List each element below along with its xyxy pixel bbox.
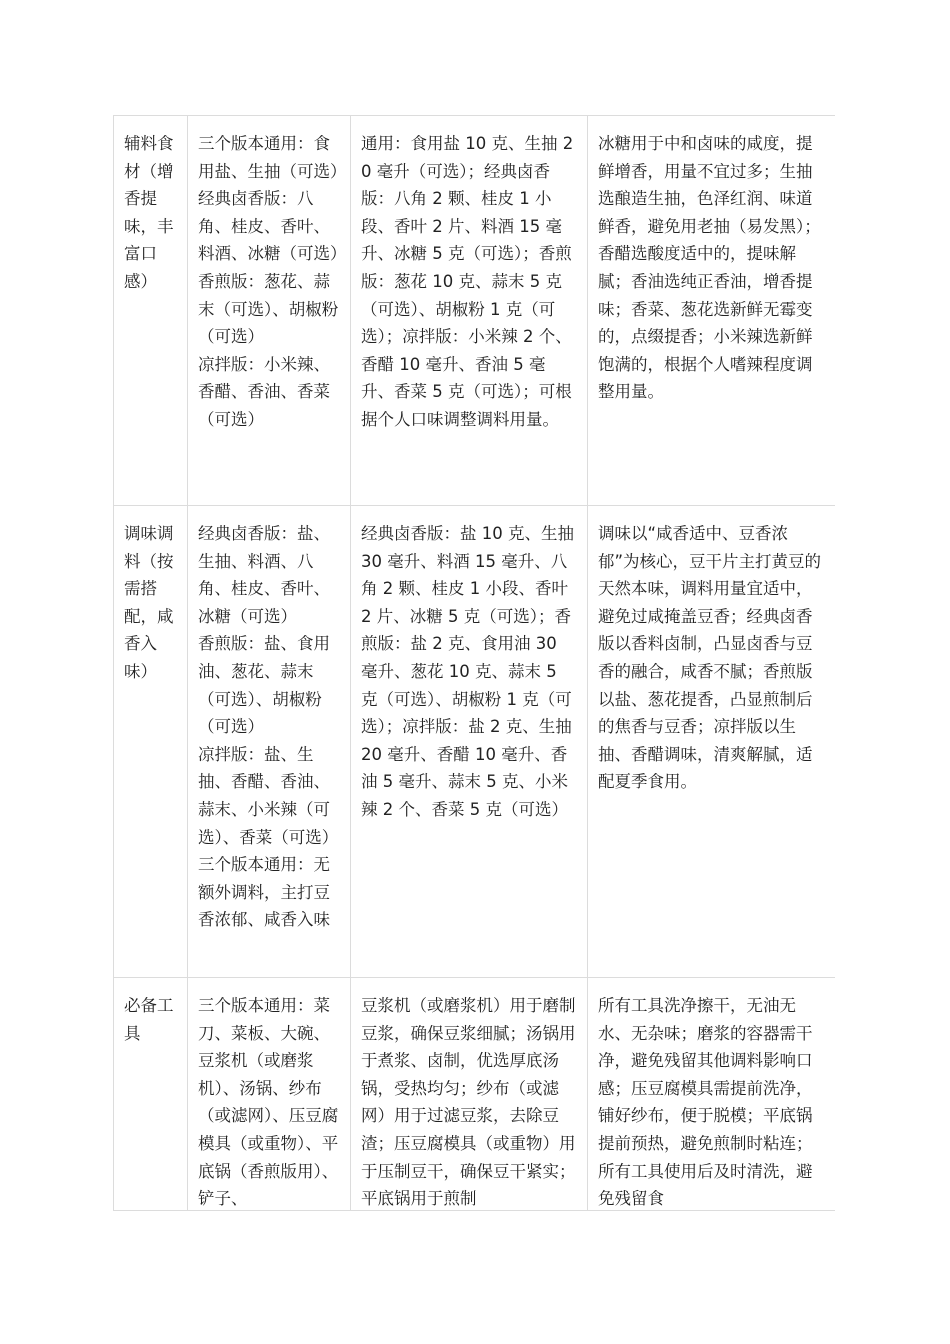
notes-cell: 调味以“咸香适中、豆香浓郁”为核心，豆干片主打黄豆的天然本味，调料用量宜适中，避免过咸掩盖豆香；经典卤香版以香料卤制，凸显卤香与豆香的融合，咸香不腻；香煎版以盐、葱花提香，凸显煎制后的焦香与豆香；凉拌版以生抽、香醋调味，清爽解腻，适配夏季食用。: [588, 506, 836, 978]
items-cell: [188, 116, 351, 506]
recipe-table: [113, 115, 835, 1211]
category-cell: 必备工具: [114, 978, 188, 1212]
table-row: [114, 978, 836, 1212]
table-row: [114, 116, 836, 506]
amount-cell: 豆浆机（或磨浆机）用于磨制豆浆，确保豆浆细腻；汤锅用于煮浆、卤制，优选厚底汤锅，受热均匀；纱布（或滤网）用于过滤豆浆，去除豆渣；压豆腐模具（或重物）用于压制豆干，确保豆干紧实；平底锅用于煎制: [351, 978, 588, 1212]
ingredients-table: [113, 115, 835, 1211]
amount-cell: 通用：食用盐 10 克、生抽 20 毫升（可选）；经典卤香版：八角 2 颗、桂皮 1 小段、香叶 2 片、料酒 15 毫升、冰糖 5 克（可选）；香煎版：葱花 10 克、蒜末 5 克（可选）、胡椒粉 1 克（可选）；凉拌版：小米辣 2 个、香醋 10 毫升、香油 5 毫升、香菜 5 克（可选）；可根据个人口味调整调料用量。: [351, 116, 588, 506]
items-line: 凉拌版：小米辣、香醋、香油、香菜（可选）: [198, 354, 330, 429]
category-cell: 调味调料（按需搭配，咸香入味）: [114, 506, 188, 978]
items-line: 三个版本通用：食用盐、生抽（可选）: [198, 134, 347, 181]
notes-cell: 冰糖用于中和卤味的咸度，提鲜增香，用量不宜过多；生抽选酿造生抽，色泽红润、味道鲜香，避免用老抽（易发黑）；香醋选酸度适中的，提味解腻；香油选纯正香油，增香提味；香菜、葱花选新鲜无霉变的，点缀提香；小米辣选新鲜饱满的，根据个人嗜辣程度调整用量。: [588, 116, 836, 506]
notes-cell: 所有工具洗净擦干，无油无水、无杂味；磨浆的容器需干净，避免残留其他调料影响口感；压豆腐模具需提前洗净，铺好纱布，便于脱模；平底锅提前预热，避免煎制时粘连；所有工具使用后及时清洗，避免残留食: [588, 978, 836, 1212]
amount-cell: 经典卤香版：盐 10 克、生抽 30 毫升、料酒 15 毫升、八角 2 颗、桂皮 1 小段、香叶 2 片、冰糖 5 克（可选）；香煎版：盐 2 克、食用油 30 毫升、葱花 10 克、蒜末 5 克（可选）、胡椒粉 1 克（可选）；凉拌版：盐 2 克、生抽 20 毫升、香醋 10 毫升、香油 5 毫升、蒜末 5 克、小米辣 2 个、香菜 5 克（可选）: [351, 506, 588, 978]
items-cell: [188, 506, 351, 978]
items-cell: [188, 978, 351, 1212]
items-line: 香煎版：盐、食用油、葱花、蒜末（可选）、胡椒粉（可选）: [198, 634, 330, 737]
table-row: [114, 506, 836, 978]
items-line: 三个版本通用：无额外调料，主打豆香浓郁、咸香入味: [198, 855, 330, 930]
items-line: 凉拌版：盐、生抽、香醋、香油、蒜末、小米辣（可选）、香菜（可选）: [198, 744, 339, 847]
items-line: 经典卤香版：盐、生抽、料酒、八角、桂皮、香叶、冰糖（可选）: [198, 524, 330, 626]
category-cell: 辅料食材（增香提味，丰富口感）: [114, 116, 188, 506]
items-line: 三个版本通用：菜刀、菜板、大碗、豆浆机（或磨浆机）、汤锅、纱布（或滤网）、压豆腐模具（或重物）、平底锅（香煎版用）、铲子、: [198, 996, 339, 1209]
items-line: 香煎版：葱花、蒜末（可选）、胡椒粉（可选）: [198, 271, 339, 347]
items-line: 经典卤香版：八角、桂皮、香叶、料酒、冰糖（可选）: [198, 189, 347, 264]
